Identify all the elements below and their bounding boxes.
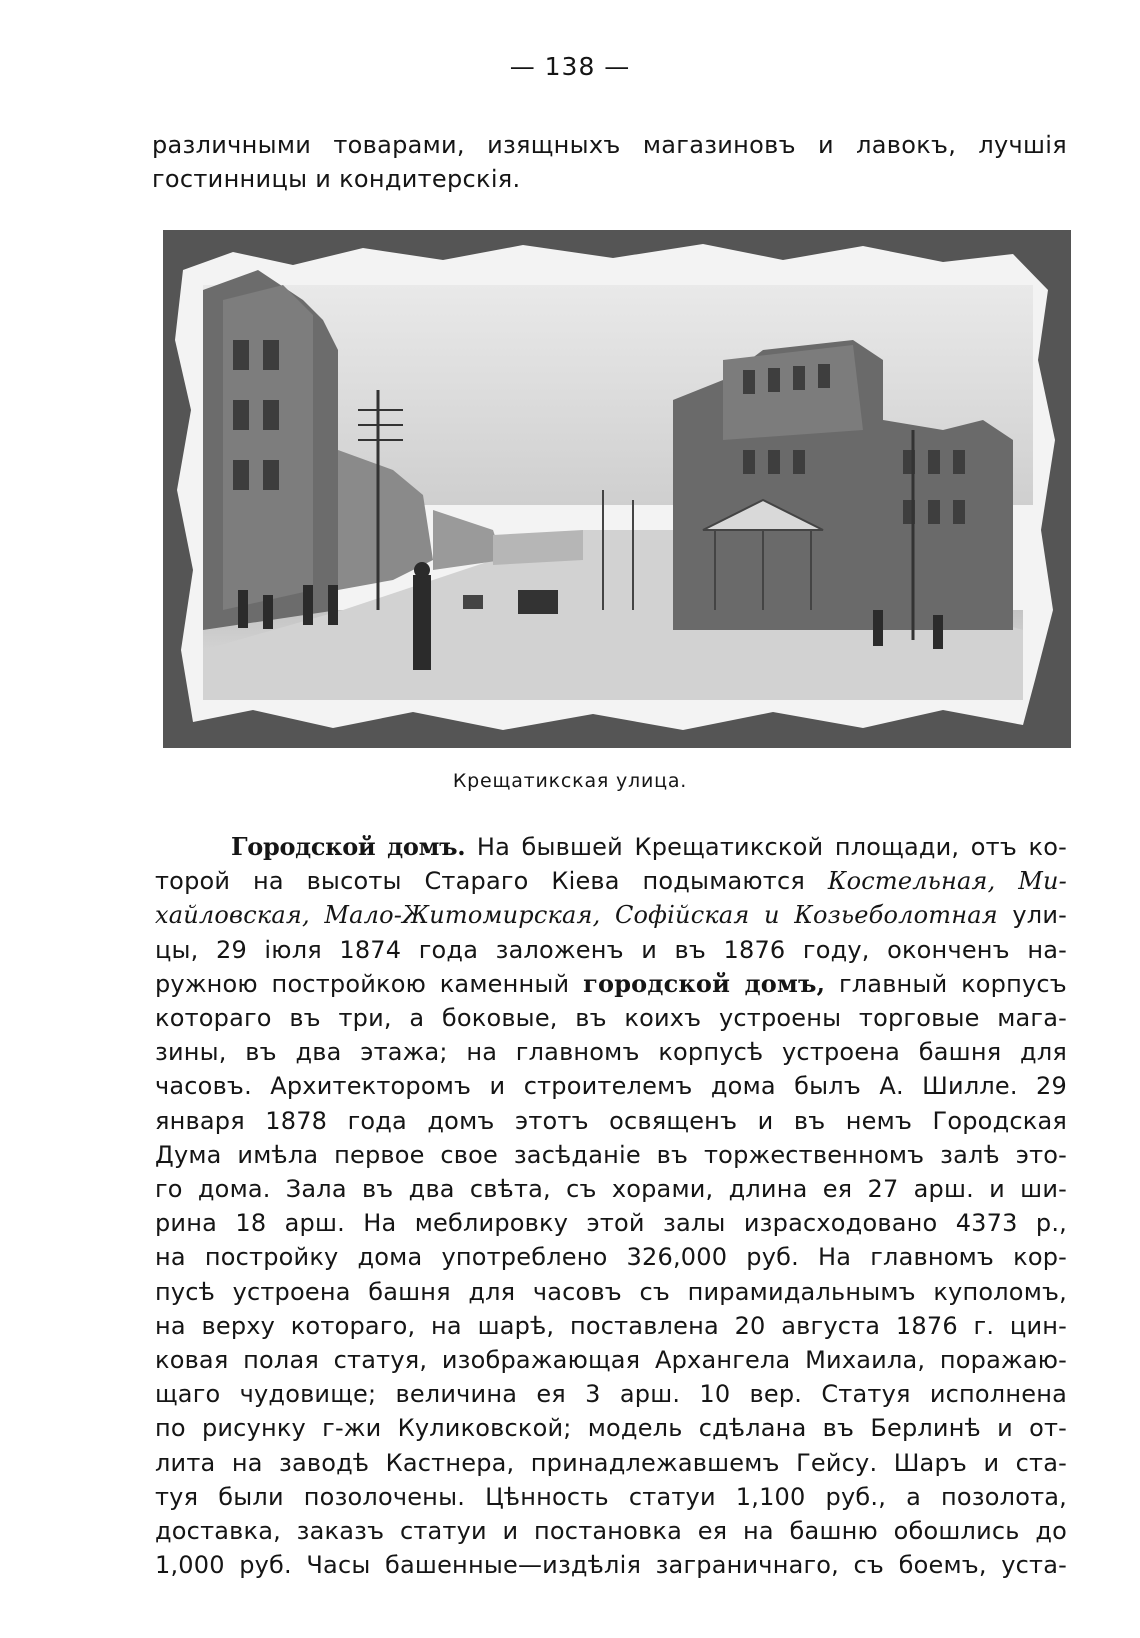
article-body <box>155 830 1067 1582</box>
text-line: ружною постройкою каменный городской домъ, главный корпусъ <box>155 968 1067 998</box>
text-line: зины, въ два этажа; на главномъ корпусѣ устроена башня для <box>155 1038 1067 1067</box>
bold-term: городской домъ, <box>583 968 826 998</box>
text-line: лита на заводѣ Кастнера, принадлежавшемъ Гейсу. Шаръ и ста- <box>155 1448 1067 1477</box>
section-heading: Городской домъ. <box>231 832 466 861</box>
text-line: торой на высоты Стараго Кіева подымаются Костельная, Ми- <box>155 867 1067 896</box>
photo-caption: Крещатикская улица. <box>452 770 688 792</box>
intro-line: различными товарами, изящныхъ магазиновъ и лавокъ, лучшія <box>152 131 1067 159</box>
text-line: котораго въ три, а боковые, въ коихъ устроены торговые мага- <box>155 1004 1067 1033</box>
text-line: на постройку дома употреблено 326,000 руб. На главномъ кор- <box>155 1243 1067 1272</box>
text-line: ковая полая статуя, изображающая Архангела Михаила, поражаю- <box>155 1346 1067 1375</box>
page-number: — 138 — <box>509 52 631 81</box>
text-line: 1,000 руб. Часы башенные—издѣлія заграничнаго, съ боемъ, уста- <box>155 1551 1067 1580</box>
text-line: щаго чудовище; величина ея 3 арш. 10 вер. Статуя исполнена <box>155 1380 1067 1409</box>
photograph-illustration <box>163 230 1071 748</box>
text-line: Дума имѣла первое свое засѣданіе въ торжественномъ залѣ это- <box>155 1140 1067 1169</box>
text-line: января 1878 года домъ этотъ освященъ и въ немъ Городская <box>155 1106 1067 1135</box>
text-line: туя были позолочены. Цѣнность статуи 1,100 руб., а позолота, <box>155 1482 1067 1511</box>
intro-paragraph <box>152 128 1067 196</box>
text-line: по рисунку г-жи Куликовской; модель сдѣлана въ Берлинѣ и от- <box>155 1414 1067 1443</box>
street-names: Костельная, Ми- <box>827 867 1067 896</box>
text-line: пусѣ устроена башня для часовъ съ пирамидальнымъ куполомъ, <box>155 1277 1067 1306</box>
text-line: часовъ. Архитекторомъ и строителемъ дома былъ А. Шилле. 29 <box>155 1072 1067 1101</box>
text-line: на верху котораго, на шарѣ, поставлена 20 августа 1876 г. цин- <box>155 1311 1067 1340</box>
text-line: доставка, заказъ статуи и постановка ея на башню обошлись до <box>155 1517 1067 1546</box>
text-line: цы, 29 іюля 1874 года заложенъ и въ 1876 году, оконченъ на- <box>155 935 1067 964</box>
intro-line: гостинницы и кондитерскія. <box>152 165 521 193</box>
street-names: хайловская, Мало-Житомирская, Софійская и Козьеболотная <box>155 901 998 930</box>
text-line: рина 18 арш. На меблировку этой залы израсходовано 4373 р., <box>155 1209 1067 1238</box>
text-line: го дома. Зала въ два свѣта, съ хорами, длина ея 27 арш. и ши- <box>155 1175 1067 1204</box>
street-photograph <box>163 230 1071 748</box>
text-line: хайловская, Мало-Житомирская, Софійская и Козьеболотная ули- <box>155 901 1067 930</box>
text-line: Городской домъ. На бывшей Крещатикской площади, отъ ко- <box>231 832 1067 861</box>
